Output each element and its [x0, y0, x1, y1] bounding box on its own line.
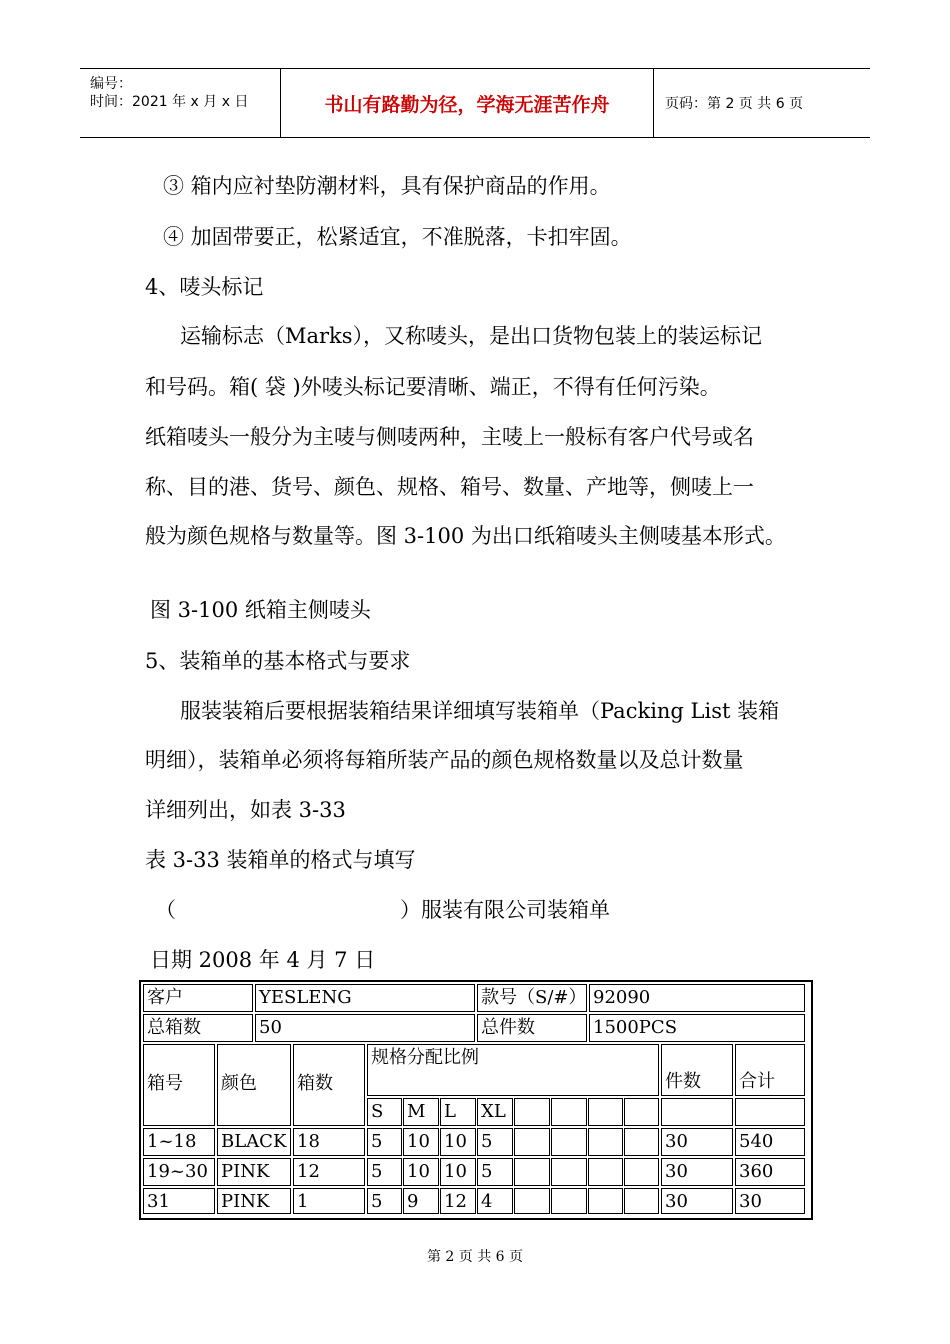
- total-pieces-label: 总件数: [477, 1014, 587, 1042]
- cell-total: 360: [735, 1158, 805, 1186]
- paragraph-packing-line2: 明细），装箱单必须将每箱所装产品的颜色规格数量以及总计数量: [145, 748, 744, 772]
- cell-empty: [624, 1188, 659, 1214]
- cell-size-m: 10: [403, 1128, 439, 1156]
- size-l-header: L: [440, 1098, 476, 1126]
- paragraph-item-3: ③ 箱内应衬垫防潮材料，具有保护商品的作用。: [163, 174, 611, 198]
- cell-empty: [624, 1158, 659, 1186]
- paragraph-packing-line1: 服装装箱后要根据装箱结果详细填写装箱单（Packing List 装箱: [180, 699, 780, 723]
- cell-boxes: 18: [293, 1128, 365, 1156]
- size-xl-header: XL: [477, 1098, 513, 1126]
- cell-empty: [551, 1188, 587, 1214]
- cell-size-l: 12: [440, 1188, 476, 1214]
- cell-empty: [588, 1188, 623, 1214]
- cell-box-no: 19~30: [143, 1158, 215, 1186]
- section-heading-4: 4、唛头标记: [145, 275, 264, 299]
- table-caption: 表 3-33 装箱单的格式与填写: [145, 848, 416, 872]
- header-meta: [80, 69, 281, 137]
- packing-list-table: [139, 980, 813, 1220]
- cell-color: PINK: [217, 1188, 291, 1214]
- total-boxes-value: 50: [255, 1014, 475, 1042]
- date-line: 日期 2008 年 4 月 7 日: [150, 948, 376, 972]
- company-open-paren: （: [155, 898, 176, 922]
- page-footer: 第 2 页 共 6 页: [426, 1249, 524, 1265]
- cell-box-no: 1~18: [143, 1128, 215, 1156]
- customer-value: YESLENG: [255, 984, 475, 1012]
- cell-empty: [514, 1128, 550, 1156]
- paragraph-marks-line1: 运输标志（Marks），又称唛头，是出口货物包装上的装运标记: [180, 324, 763, 348]
- paragraph-packing-line3: 详细列出，如表 3-33: [145, 798, 346, 822]
- total-boxes-label: 总箱数: [143, 1014, 253, 1042]
- paragraph-shipping-line2: 称、目的港、货号、颜色、规格、箱号、数量、产地等，侧唛上一: [145, 475, 754, 499]
- cell-boxes: 12: [293, 1158, 365, 1186]
- header-motto: 书山有路勤为径，学海无涯苦作舟: [281, 69, 654, 137]
- pieces-subheader-empty: [661, 1098, 733, 1126]
- col-total-header: 合计: [735, 1044, 805, 1096]
- cell-size-l: 10: [440, 1158, 476, 1186]
- cell-pieces: 30: [661, 1188, 733, 1214]
- col-color-header: 颜色: [217, 1044, 291, 1126]
- cell-size-xl: 5: [477, 1128, 513, 1156]
- size-empty-header: [588, 1098, 623, 1126]
- cell-empty: [551, 1158, 587, 1186]
- cell-size-s: 5: [367, 1128, 402, 1156]
- cell-size-l: 10: [440, 1128, 476, 1156]
- cell-size-xl: 4: [477, 1188, 513, 1214]
- total-subheader-empty: [735, 1098, 805, 1126]
- time-label: 时间：2021 年 x 月 x 日: [90, 94, 249, 110]
- cell-size-s: 5: [367, 1188, 402, 1214]
- customer-label: 客户: [143, 984, 253, 1012]
- header-page-info: 页码：第 2 页 共 6 页: [665, 96, 804, 112]
- style-label: 款号（S/#）: [477, 984, 587, 1012]
- cell-empty: [514, 1188, 550, 1214]
- page-header: [80, 68, 870, 138]
- cell-empty: [514, 1158, 550, 1186]
- figure-caption: 图 3-100 纸箱主侧唛头: [150, 598, 371, 622]
- col-box-no-header: 箱号: [143, 1044, 215, 1126]
- cell-empty: [588, 1128, 623, 1156]
- company-title: ）服装有限公司装箱单: [400, 898, 610, 922]
- paragraph-item-4: ④ 加固带要正，松紧适宜，不准脱落，卡扣牢固。: [163, 225, 632, 249]
- number-label: 编号：: [90, 76, 132, 92]
- size-empty-header: [514, 1098, 550, 1126]
- paragraph-shipping-line1: 纸箱唛头一般分为主唛与侧唛两种，主唛上一般标有客户代号或名: [145, 425, 754, 449]
- cell-boxes: 1: [293, 1188, 365, 1214]
- col-boxes-header: 箱数: [293, 1044, 365, 1126]
- cell-empty: [588, 1158, 623, 1186]
- cell-color: PINK: [217, 1158, 291, 1186]
- cell-size-m: 9: [403, 1188, 439, 1214]
- style-value: 92090: [589, 984, 805, 1012]
- paragraph-shipping-line3: 般为颜色规格与数量等。图 3-100 为出口纸箱唛头主侧唛基本形式。: [145, 524, 786, 548]
- cell-empty: [551, 1128, 587, 1156]
- size-s-header: S: [367, 1098, 402, 1126]
- col-size-ratio-header: 规格分配比例: [367, 1044, 659, 1096]
- cell-total: 540: [735, 1128, 805, 1156]
- cell-color: BLACK: [217, 1128, 291, 1156]
- cell-total: 30: [735, 1188, 805, 1214]
- cell-size-xl: 5: [477, 1158, 513, 1186]
- size-empty-header: [624, 1098, 659, 1126]
- size-m-header: M: [403, 1098, 439, 1126]
- paragraph-marks-line2: 和号码。箱( 袋 )外唛头标记要清晰、端正，不得有任何污染。: [145, 375, 721, 399]
- section-heading-5: 5、装箱单的基本格式与要求: [145, 649, 411, 673]
- cell-size-s: 5: [367, 1158, 402, 1186]
- cell-pieces: 30: [661, 1128, 733, 1156]
- cell-pieces: 30: [661, 1158, 733, 1186]
- col-pieces-header: 件数: [661, 1044, 733, 1096]
- cell-box-no: 31: [143, 1188, 215, 1214]
- size-empty-header: [551, 1098, 587, 1126]
- cell-size-m: 10: [403, 1158, 439, 1186]
- cell-empty: [624, 1128, 659, 1156]
- total-pieces-value: 1500PCS: [589, 1014, 805, 1042]
